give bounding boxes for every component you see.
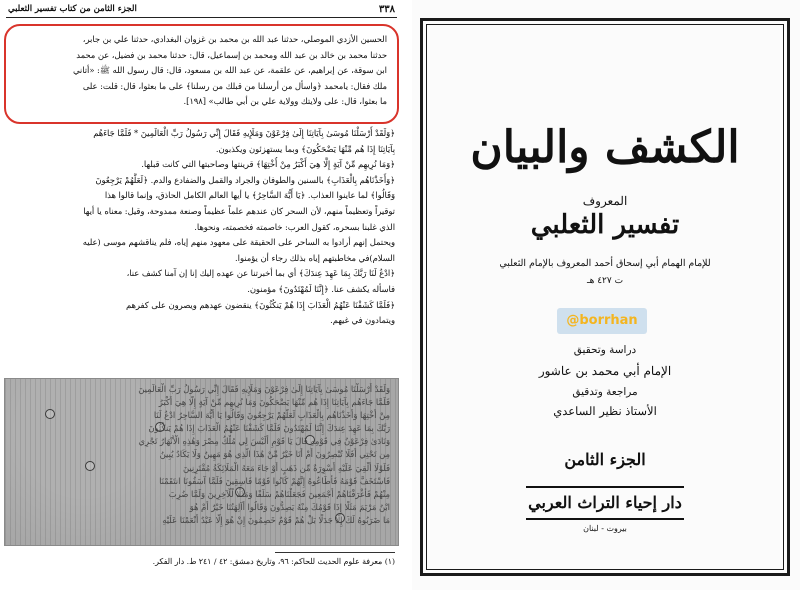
- highlighted-passage: [4, 24, 399, 124]
- mushaf-line: فَلَوْلَا أُلْقِيَ عَلَيْهِ أَسْوِرَةٌ مِّن ذَهَبٍ أَوْ جَاءَ مَعَهُ الْمَلَائِكَةُ مُقْتَرِنِينَ: [182, 462, 390, 473]
- book-title: الكشف والبيان: [470, 122, 740, 173]
- commentary-body: [8, 126, 395, 329]
- cover-content: [426, 24, 784, 570]
- passage-line: الحسين الأزدي الموصلي، حدثنا عبد الله بن محمد بن غزوان البغدادي، حدثنا علي بن جابر،: [82, 34, 387, 44]
- footnote-rule: [275, 552, 395, 553]
- body-line: السلام)في مخاطبتهم إياه بذلك رجاء أن يؤمنوا.: [235, 252, 395, 263]
- book-cover-page: [412, 0, 800, 590]
- footnote: (١) معرفة علوم الحديث للحاكم: ٩٦، وتاريخ دمشق: ٤٢ / ٢٤١ ط. دار الفكر.: [152, 557, 395, 566]
- running-title: الجزء الثامن من كتاب تفسير الثعلبي: [8, 4, 137, 14]
- body-line: وَقَالُوا﴾ لما عاينوا العذاب. ﴿يَا أَيُّهَ السَّاحِرُ﴾ يا أيها العالم الكامل الحاذق، وإنما قالوا هذا: [104, 190, 395, 201]
- mushaf-line: رَبَّكَ بِمَا عَهِدَ عِندَكَ إِنَّنَا لَمُهْتَدُونَ فَلَمَّا كَشَفْنَا عَنْهُمُ الْعَذَابَ إِذَا هُمْ يَنكُثُونَ: [148, 423, 390, 434]
- quran-mushaf-excerpt: [4, 378, 399, 546]
- body-line: ﴿فَلَمَّا كَشَفْنَا عَنْهُمُ الْعَذَابَ إِذَا هُمْ يَنكُثُونَ﴾ ينقضون عهدهم ويصرون على كفرهم: [126, 299, 395, 310]
- mushaf-line: مِنْ أُخْتِهَا وَأَخَذْنَاهُم بِالْعَذَابِ لَعَلَّهُمْ يَرْجِعُونَ وَقَالُوا يَا أَيُّهَ السَّاحِرُ ادْعُ لَنَا: [153, 410, 390, 421]
- editor-name: الإمام أبي محمد بن عاشور: [538, 364, 672, 378]
- passage-line: ملك فقال: يامحمد ﴿واسأل من أرسلنا من قبلك من رسلنا﴾ على ما بعثوا، قال: قلت: على: [82, 80, 387, 91]
- death-date: ت ٤٢٧ هـ: [586, 276, 624, 286]
- publisher-city: بيروت - لبنان: [583, 524, 627, 533]
- body-line: ﴿وَمَا نُرِيهِم مِّنْ آيَةٍ إِلَّا هِيَ أَكْبَرُ مِنْ أُخْتِهَا﴾ قرينتها وصاحبتها التي كانت قبلها.: [141, 159, 395, 170]
- known-as-label: المعروف: [582, 194, 628, 208]
- passage-line: حدثنا محمد بن خالد بن عبد الله ومحمد بن إسماعيل، قال: حدثنا محمد بن فضيل، عن محمد: [76, 49, 387, 60]
- body-line: فاسأله يكشف عنا. ﴿إِنَّنَا لَمُهْتَدُونَ﴾ مؤمنون.: [247, 283, 395, 294]
- mushaf-line: فَلَمَّا جَاءَهُم بِآيَاتِنَا إِذَا هُم مِّنْهَا يَضْحَكُونَ وَمَا نُرِيهِم مِّنْ آيَةٍ إِلَّا هِيَ أَكْبَرُ: [158, 397, 390, 408]
- study-label: دراسة وتحقيق: [573, 344, 637, 356]
- review-label: مراجعة وتدقيق: [572, 386, 638, 398]
- mushaf-line: وَنَادَىٰ فِرْعَوْنُ فِي قَوْمِهِ قَالَ يَا قَوْمِ أَلَيْسَ لِي مُلْكُ مِصْرَ وَهَٰذِهِ الْأَنْهَارُ تَجْرِي: [138, 436, 390, 447]
- channel-watermark: @borrhan: [557, 308, 647, 334]
- running-header: [6, 2, 397, 18]
- volume-label: الجزء الثامن: [564, 450, 646, 469]
- mushaf-line: ابْنُ مَرْيَمَ مَثَلًا إِذَا قَوْمُكَ مِنْهُ يَصِدُّونَ وَقَالُوا أَآلِهَتُنَا خَيْرٌ أَمْ هُوَ: [189, 501, 390, 512]
- reviewer-name: الأستاذ نظير الساعدي: [553, 404, 657, 418]
- mushaf-line: مِن تَحْتِي أَفَلَا تُبْصِرُونَ أَمْ أَنَا خَيْرٌ مِّنْ هَٰذَا الَّذِي هُوَ مَهِينٌ وَلَا يَكَادُ يُبِينُ: [159, 449, 390, 460]
- mushaf-line: وَلَقَدْ أَرْسَلْنَا مُوسَىٰ بِآيَاتِنَا إِلَىٰ فِرْعَوْنَ وَمَلَإِيهِ فَقَالَ إِنِّي رَسُولُ رَبِّ الْعَالَمِينَ: [138, 384, 390, 394]
- body-line: ﴿ادْعُ لَنَا رَبَّكَ بِمَا عَهِدَ عِندَكَ﴾ أي بما أخبرتنا عن عهده إليك إنا إن آمنا كشف عنا،: [126, 268, 395, 279]
- passage-line: ما بعثوا، قال: على ولايتك وولاية علي بن أبي طالب» [١٩٨].: [183, 96, 387, 106]
- body-line: ﴿وَأَخَذْنَاهُم بِالْعَذَابِ﴾ بالسنين والطوفان والجراد والقمل والضفادع والدم. ﴿لَعَلَّهُمْ يَرْجِعُونَ: [95, 174, 395, 185]
- book-subtitle: تفسير الثعلبي: [530, 210, 680, 240]
- body-line: الذي غلبنا بسحره، كقول العرب: خاصمته فخصمته، ونحوها.: [194, 221, 395, 232]
- body-line: ويحتمل إنهم أرادوا به الساحر على الحقيقة على معهود منهم إياه، فلم يناقشهم موسى (عليه: [82, 237, 395, 248]
- body-line: توقيراً وتعظيماً منهم، لأن السحر كان عندهم علماً عظيماً وصنعة ممدوحة، وقيل: معناه يا أيها: [83, 205, 395, 216]
- author-line: للإمام الهمام أبي إسحاق أحمد المعروف بالإمام الثعلبي: [499, 258, 711, 269]
- mushaf-line: مِنْهُمْ فَأَغْرَقْنَاهُمْ أَجْمَعِينَ فَجَعَلْنَاهُمْ سَلَفًا وَمَثَلًا لِّلْآخِرِينَ وَلَمَّا ضُرِبَ: [168, 488, 390, 499]
- mushaf-line: مَا ضَرَبُوهُ لَكَ إِلَّا جَدَلًا بَلْ هُمْ قَوْمٌ خَصِمُونَ إِنْ هُوَ إِلَّا عَبْدٌ أَنْعَمْنَا عَلَيْهِ: [162, 514, 390, 525]
- body-line: ﴿وَلَقَدْ أَرْسَلْنَا مُوسَىٰ بِآيَاتِنَا إِلَىٰ فِرْعَوْنَ وَمَلَإِيهِ فَقَالَ إِنِّي رَسُولُ رَبِّ الْعَالَمِينَ * فَلَمَّا جَاءَهُم: [93, 128, 395, 138]
- body-line: ويتمادون في غيهم.: [330, 315, 395, 326]
- publisher-logo: دار إحياء التراث العربي: [526, 486, 684, 520]
- passage-line: ابن سوقة، عن إبراهيم، عن علقمة، عن عبد الله بن مسعود، قال: قال رسول الله ﷺ: «أتاني: [72, 65, 387, 75]
- mushaf-line: فَاسْتَخَفَّ قَوْمَهُ فَأَطَاعُوهُ إِنَّهُمْ كَانُوا قَوْمًا فَاسِقِينَ فَلَمَّا آسَفُونَا انتَقَمْنَا: [159, 475, 390, 486]
- body-line: بِآيَاتِنَا إِذَا هُم مِّنْهَا يَضْحَكُونَ﴾ وبما يستهزئون ويكذبون.: [215, 143, 395, 154]
- page-number: ٣٣٨: [378, 4, 395, 15]
